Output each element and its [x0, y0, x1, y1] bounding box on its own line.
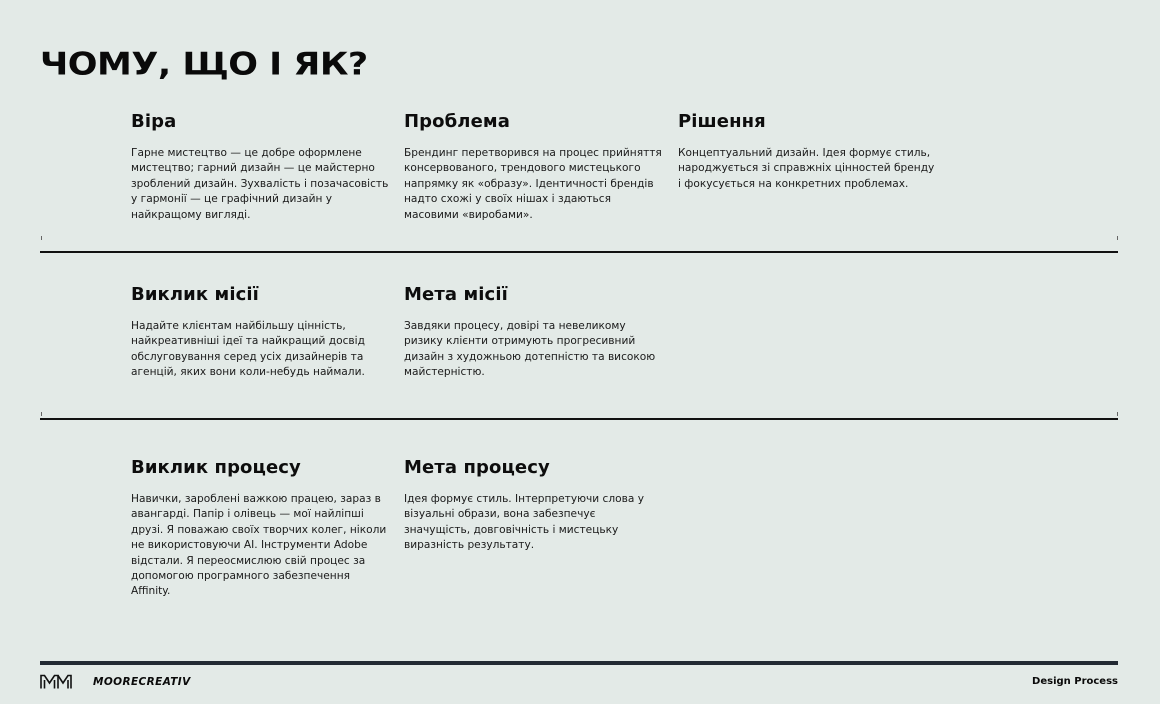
- brand-name: MOORECREATIV: [93, 676, 191, 688]
- section-process-challenge: [131, 456, 389, 600]
- section-problem: [404, 110, 662, 223]
- section-mission-goal: [404, 283, 662, 381]
- divider-tick: [41, 412, 42, 416]
- section-text: Концептуальний дизайн. Ідея формує стиль, народжується зі справжніх цінностей бренду і фокусується на конкретних проблемах.: [678, 147, 935, 190]
- section-heading: Проблема: [404, 111, 510, 132]
- divider-tick: [1117, 412, 1118, 416]
- page-title: ЧОМУ, ЩО І ЯК?: [40, 46, 368, 83]
- brand-logo-icon: [40, 674, 72, 690]
- section-heading: Рішення: [678, 111, 766, 132]
- section-heading: Віра: [131, 111, 177, 132]
- section-divider: [40, 251, 1118, 253]
- section-process-goal: [404, 456, 662, 554]
- divider-tick: [41, 236, 42, 240]
- section-text: Ідея формує стиль. Інтерпретуючи слова у візуальні образи, вона забезпечує значущість, довговічність і мистецьку виразність результату.: [404, 493, 644, 552]
- section-heading: Виклик місії: [131, 284, 259, 305]
- section-heading: Мета місії: [404, 284, 508, 305]
- section-heading: Виклик процесу: [131, 457, 301, 478]
- section-solution: [678, 110, 936, 192]
- divider-tick: [1117, 236, 1118, 240]
- section-text: Завдяки процесу, довірі та невеликому ризику клієнти отримують прогресивний дизайн з художньою дотепністю та високою майстерністю.: [404, 320, 656, 379]
- section-mission-challenge: [131, 283, 389, 381]
- section-text: Надайте клієнтам найбільшу цінність, найкреативніші ідеї та найкращий досвід обслуговування серед усіх дизайнерів та агенцій, яких вони коли-небудь наймали.: [131, 320, 365, 379]
- section-text: Брендинг перетворився на процес прийняття консервованого, трендового мистецького напрямку як «образу». Ідентичності брендів надто схожі у своїх нішах і здаються масовими «виробами».: [404, 147, 662, 221]
- footer-rule: [40, 661, 1118, 665]
- section-text: Навички, зароблені важкою працею, зараз в авангарді. Папір і олівець — мої найліпші друзі. Я поважаю своїх творчих колег, ніколи не використовуючи AI. Інструменти Adobe відстали. Я переосмислюю свій процес за допомогою програмного забезпечення Affinity.: [131, 493, 387, 598]
- section-divider: [40, 418, 1118, 420]
- section-heading: Мета процесу: [404, 457, 550, 478]
- section-text: Гарне мистецтво — це добре оформлене мистецтво; гарний дизайн — це майстерно зроблений дизайн. Зухвалість і позачасовість у гармонії — це графічний дизайн у найкращому вигляді.: [131, 147, 389, 221]
- section-belief: [131, 110, 389, 223]
- footer-label: Design Process: [1032, 676, 1118, 687]
